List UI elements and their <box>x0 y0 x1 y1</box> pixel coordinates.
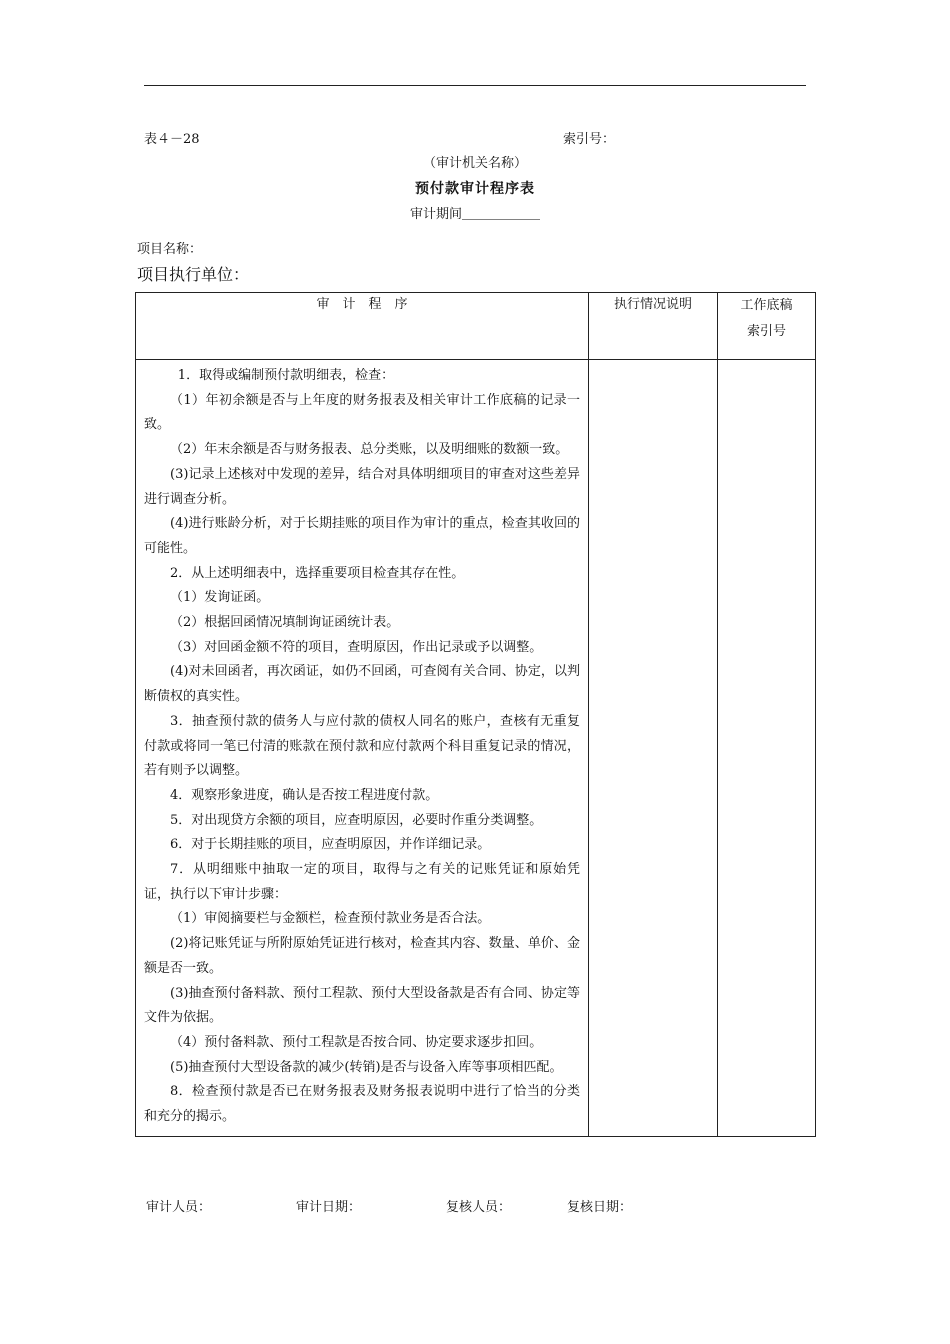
page-title: 预付款审计程序表 <box>415 181 535 197</box>
procedure-item: (3)抽查预付备料款、预付工程款、预付大型设备款是否有合同、协定等文件为依据。 <box>144 985 580 1026</box>
procedure-item: (2)将记账凭证与所附原始凭证进行核对，检查其内容、数量、单价、金额是否一致。 <box>144 936 580 976</box>
top-rule <box>144 85 806 86</box>
workpaper-index-cell[interactable] <box>718 360 816 1137</box>
procedure-item: （1）审阅摘要栏与金额栏，检查预付款业务是否合法。 <box>170 911 491 927</box>
procedure-item: (4)进行账龄分析，对于长期挂账的项目作为审计的重点，检查其收回的可能性。 <box>144 516 580 556</box>
procedure-item: （2）年末余额是否与财务报表、总分类账，以及明细账的数额一致。 <box>170 442 569 458</box>
procedure-item: 4．观察形象进度，确认是否按工程进度付款。 <box>170 787 439 803</box>
procedure-item: 8．检查预付款是否已在财务报表及财务报表说明中进行了恰当的分类和充分的揭示。 <box>144 1084 580 1125</box>
audit-procedure-table <box>135 292 816 1137</box>
header-procedure: 审 计 程 序 <box>136 293 589 360</box>
procedure-item: （3）对回函金额不符的项目，查明原因，作出记录或予以调整。 <box>170 639 543 655</box>
project-name-label: 项目名称： <box>137 242 203 257</box>
procedure-item: (4)对未回函者，再次函证，如仍不回函，可查阅有关合同、协定，以判断债权的真实性。 <box>144 664 580 705</box>
project-unit-label: 项目执行单位： <box>137 265 250 284</box>
execution-notes-cell[interactable] <box>589 360 718 1137</box>
review-date-label: 复核日期： <box>567 1200 633 1215</box>
procedure-item: 3．抽查预付款的债务人与应付款的债权人同名的账户，查核有无重复付款或将同一笔已付清的账款在预付款和应付款两个科目重复记录的情况，若有则予以调整。 <box>144 713 580 779</box>
procedure-item: 7．从明细账中抽取一定的项目，取得与之有关的记账凭证和原始凭证，执行以下审计步骤： <box>144 862 580 902</box>
auditor-label: 审计人员： <box>146 1200 212 1215</box>
procedure-item: (5)抽查预付大型设备款的减少(转销)是否与设备入库等事项相匹配。 <box>170 1059 563 1075</box>
header-workpaper-index <box>718 293 816 360</box>
procedure-item: (3)记录上述核对中发现的差异，结合对具体明细项目的审查对这些差异进行调查分析。 <box>144 466 580 507</box>
table-body-row <box>136 360 816 1137</box>
reviewer-label: 复核人员： <box>446 1200 512 1215</box>
procedure-item: 2．从上述明细表中，选择重要项目检查其存在性。 <box>170 565 465 581</box>
procedure-item: （1）发询证函。 <box>170 590 270 606</box>
header-workpaper-line1: 工作底稿 <box>740 298 793 313</box>
audit-period: 审计期间＿＿＿＿＿＿ <box>409 207 540 222</box>
index-number-label: 索引号： <box>563 132 616 147</box>
header-execution: 执行情况说明 <box>589 293 718 360</box>
procedure-item: （2）根据回函情况填制询证函统计表。 <box>170 615 400 631</box>
procedure-item: （1）年初余额是否与上年度的财务报表及相关审计工作底稿的记录一致。 <box>144 392 580 433</box>
audit-agency-name: （审计机关名称） <box>422 156 527 171</box>
audit-date-label: 审计日期： <box>296 1200 362 1215</box>
header-workpaper-line2: 索引号 <box>746 324 786 339</box>
table-header-row <box>136 293 816 360</box>
procedure-item: 5．对出现贷方余额的项目，应查明原因，必要时作重分类调整。 <box>170 812 543 828</box>
procedure-item: （4）预付备料款、预付工程款是否按合同、协定要求逐步扣回。 <box>170 1034 543 1050</box>
form-number: 表４－28 <box>144 132 200 147</box>
procedure-cell <box>136 360 589 1137</box>
procedure-item: 1．取得或编制预付款明细表，检查： <box>177 368 395 383</box>
procedure-item: 6．对于长期挂账的项目，应查明原因，并作详细记录。 <box>170 837 491 853</box>
